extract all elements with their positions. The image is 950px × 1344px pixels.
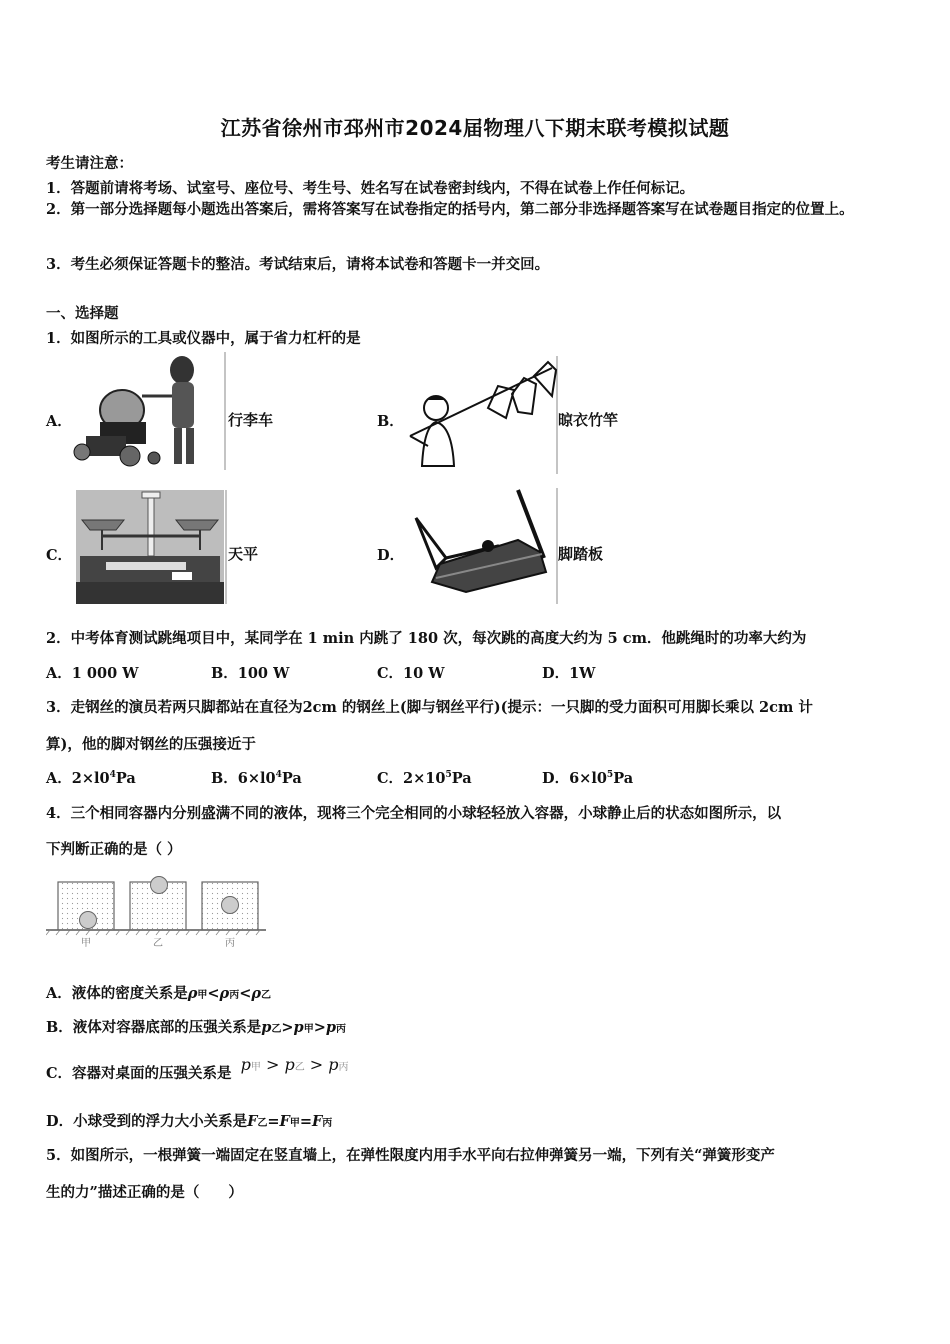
q2-option-c: C．10 W: [377, 665, 445, 682]
q5-stem-line2: 生的力”描述正确的是（ ）: [46, 1184, 243, 1201]
container-label-bing: 丙: [225, 938, 235, 949]
luggage-cart-illustration: [72, 352, 226, 470]
q4-stem-line2: 下判断正确的是（ ）: [46, 841, 182, 858]
q4-stem-line1: 4．三个相同容器内分别盛满不同的液体，现将三个完全相同的小球轻轻放入容器，小球静止后的状态如图所示，以: [46, 805, 782, 822]
q3-option-c: C．$2\times 10^5Pa$: [377, 770, 472, 787]
three-containers-figure: [46, 872, 268, 952]
q1-stem: 1．如图所示的工具或仪器中，属于省力杠杆的是: [46, 330, 361, 347]
q2-option-d: D．1W: [542, 665, 596, 682]
q4-option-d: D．小球受到的浮力大小关系是F乙=F甲=F丙: [46, 1113, 333, 1130]
balance-scale-illustration: [76, 490, 228, 604]
q2-option-a: A．1 000 W: [46, 665, 139, 682]
pedal-illustration: [406, 488, 558, 604]
q1-option-d-label: 脚踏板: [558, 545, 604, 563]
q1-option-a-letter: A．: [46, 413, 72, 430]
container-label-jia: 甲: [81, 938, 91, 949]
notice-item-2: 2．第一部分选择题每小题选出答案后，需将答案写在试卷指定的括号内，第二部分非选择题答案写在试卷题目指定的位置上。: [46, 201, 854, 218]
q2-option-b: B．100 W: [211, 665, 290, 682]
q1-option-b-label: 晾衣竹竿: [558, 411, 619, 429]
q1-option-c-letter: C．: [46, 547, 73, 564]
q3-option-d: D．$6\times l0^5Pa$: [542, 770, 634, 787]
q3-option-a: A．$2\times l0^4Pa$: [46, 770, 136, 787]
q4-option-b: B．液体对容器底部的压强关系是p乙>p甲>p丙: [46, 1019, 346, 1036]
q4-option-a: A．液体的密度关系是ρ甲<ρ丙<ρ乙: [46, 985, 271, 1002]
page-title: 江苏省徐州市邳州市2024届物理八下期末联考模拟试题: [220, 116, 730, 140]
q2-stem: 2．中考体育测试跳绳项目中，某同学在 1 min 内跳了 180 次，每次跳的高度大约为 5 cm．他跳绳时的功率大约为: [46, 630, 807, 647]
q3-stem-line1: 3．走钢丝的演员若两只脚都站在直径为2cm 的钢丝上(脚与钢丝平行)(提示：一只脚的受力面积可用脚长乘以 2cm 计: [46, 699, 813, 716]
q3-option-b: B．$6\times l0^4Pa$: [211, 770, 302, 787]
q1-option-b-letter: B．: [377, 413, 404, 430]
q1-option-a-label: 行李车: [228, 411, 274, 429]
notice-heading: 考生请注意：: [46, 155, 133, 172]
q1-option-d-letter: D．: [377, 547, 405, 564]
container-label-yi: 乙: [153, 938, 163, 949]
notice-item-1: 1．答题前请将考场、试室号、座位号、考生号、姓名写在试卷密封线内，不得在试卷上作任何标记。: [46, 180, 695, 197]
q3-stem-line2: 算)，他的脚对钢丝的压强接近于: [46, 736, 256, 753]
section-heading: 一、选择题: [46, 305, 119, 322]
q5-stem-line1: 5．如图所示，一根弹簧一端固定在竖直墙上，在弹性限度内用手水平向右拉伸弹簧另一端，下列有关“弹簧形变产: [46, 1147, 775, 1164]
q1-option-c-label: 天平: [228, 545, 259, 563]
q4-option-c: C．容器对桌面的压强关系是 p甲 > p乙 > p丙: [46, 1055, 349, 1082]
bamboo-pole-illustration: [402, 356, 558, 474]
notice-item-3: 3．考生必须保证答题卡的整洁。考试结束后，请将本试卷和答题卡一并交回。: [46, 256, 550, 273]
